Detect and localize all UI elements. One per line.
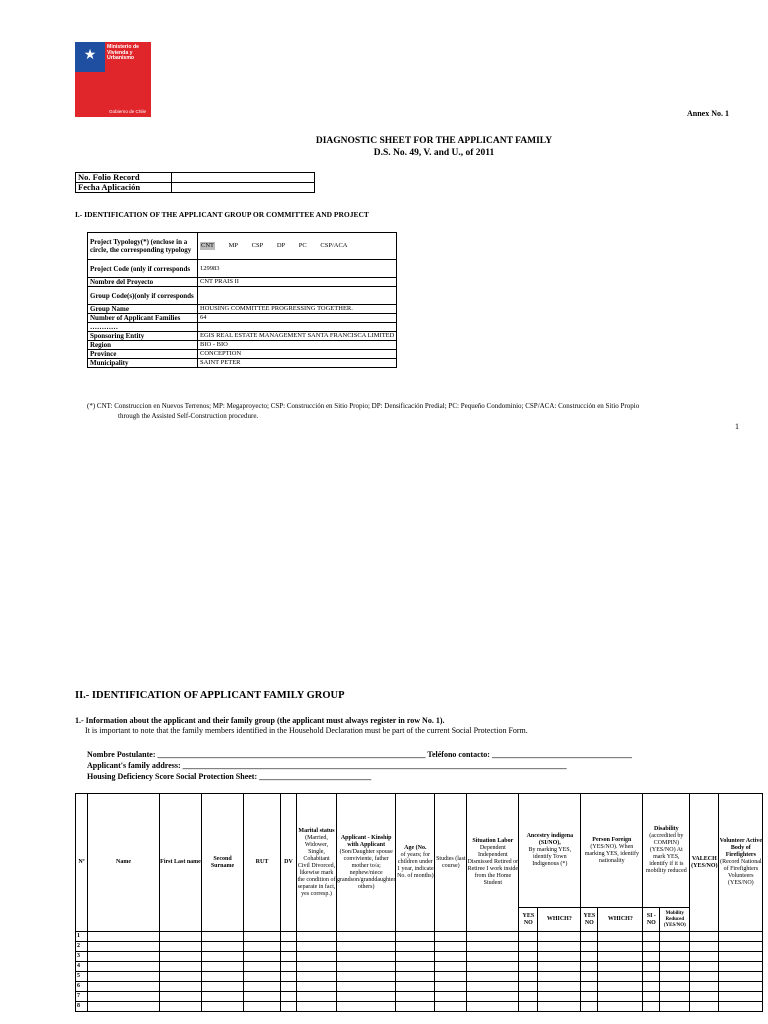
table-cell[interactable] <box>719 1002 763 1012</box>
labor-title: Situation Labor <box>472 838 514 844</box>
table-cell[interactable] <box>337 962 396 972</box>
table-cell[interactable] <box>690 982 719 992</box>
project-name-value[interactable]: CNT PRAIS II <box>198 278 397 287</box>
typology-options[interactable] <box>198 233 397 260</box>
row-number: 3 <box>76 952 88 962</box>
table-cell[interactable] <box>467 982 519 992</box>
table-cell[interactable] <box>519 942 538 952</box>
table-cell[interactable] <box>202 932 244 942</box>
project-table <box>87 232 397 368</box>
table-cell[interactable] <box>202 1002 244 1012</box>
table-cell[interactable] <box>244 952 281 962</box>
table-cell[interactable] <box>435 962 467 972</box>
table-cell[interactable] <box>467 1002 519 1012</box>
table-cell[interactable] <box>435 992 467 1002</box>
marital-desc: (Married, Widower, Single, Cohabitant Civil Divorced, likewise mark the condition of separate in fact, yes corresp.) <box>297 834 336 897</box>
table-cell[interactable] <box>202 982 244 992</box>
fire-desc: (Record National of Firefighters Volunteers (YES/NO) <box>720 859 762 886</box>
table-cell[interactable] <box>435 952 467 962</box>
table-cell[interactable] <box>581 932 598 942</box>
sub-ancestry-which: WHICH? <box>538 908 581 932</box>
table-cell[interactable] <box>160 972 202 982</box>
table-cell[interactable] <box>643 982 660 992</box>
footnote-line-1: (*) CNT: Construccion en Nuevos Terrenos; MP: Megaproyecto; CSP: Construcción en Sitio Propio; DP: Densificación Predial; PC: Pequeño Condominio; CSP/ACA: Construcción en Sitio Propio <box>87 402 640 410</box>
table-cell[interactable] <box>519 932 538 942</box>
table-cell[interactable] <box>719 972 763 982</box>
municipality-label: Municipality <box>88 359 198 368</box>
table-cell[interactable] <box>519 992 538 1002</box>
table-row <box>76 952 763 962</box>
table-cell[interactable] <box>88 972 160 982</box>
table-cell[interactable] <box>88 982 160 992</box>
address-field[interactable]: Applicant's family address: ________________________________________________________________________________________________ <box>87 761 567 770</box>
families-label: Number of Applicant Families <box>88 314 198 323</box>
sub-foreign-yesno: YES NO <box>581 908 598 932</box>
table-cell[interactable] <box>660 972 690 982</box>
table-cell[interactable] <box>244 992 281 1002</box>
group-name-value[interactable]: HOUSING COMMITTEE PROGRESSING TOGETHER. <box>198 305 397 314</box>
table-cell[interactable] <box>281 992 297 1002</box>
table-cell[interactable] <box>337 1002 396 1012</box>
header-valech: VALECH (YES/NO) <box>690 794 719 932</box>
section-2-title: II.- IDENTIFICATION OF APPLICANT FAMILY GROUP <box>75 690 345 701</box>
age-title: Age (No. <box>404 845 427 851</box>
table-cell[interactable] <box>297 1002 337 1012</box>
table-cell[interactable] <box>538 942 581 952</box>
project-name-label: Nombre del Proyecto <box>88 278 198 287</box>
table-cell[interactable] <box>202 952 244 962</box>
row-number: 4 <box>76 962 88 972</box>
table-cell[interactable] <box>202 972 244 982</box>
table-cell[interactable] <box>598 942 643 952</box>
table-cell[interactable] <box>581 942 598 952</box>
foreign-desc: (YES/NO). When marking YES, identify nationality <box>584 843 639 864</box>
table-cell[interactable] <box>396 982 435 992</box>
applicant-fields <box>87 749 632 782</box>
table-cell[interactable] <box>281 952 297 962</box>
header-ancestry <box>519 794 581 908</box>
table-cell[interactable] <box>396 932 435 942</box>
table-cell[interactable] <box>690 962 719 972</box>
table-cell[interactable] <box>690 972 719 982</box>
table-cell[interactable] <box>88 1002 160 1012</box>
typology-option[interactable]: CSP <box>251 242 264 249</box>
table-cell[interactable] <box>660 982 690 992</box>
table-cell[interactable] <box>281 962 297 972</box>
table-cell[interactable] <box>88 952 160 962</box>
province-value[interactable]: CONCEPTION <box>198 350 397 359</box>
table-cell[interactable] <box>396 962 435 972</box>
table-row <box>76 992 763 1002</box>
table-cell[interactable] <box>643 972 660 982</box>
page-number: 1 <box>735 422 739 431</box>
table-cell[interactable] <box>337 992 396 1002</box>
table-cell[interactable] <box>690 1002 719 1012</box>
table-cell[interactable] <box>467 932 519 942</box>
table-cell[interactable] <box>519 982 538 992</box>
table-cell[interactable] <box>519 952 538 962</box>
table-cell[interactable] <box>660 962 690 972</box>
table-cell[interactable] <box>435 972 467 982</box>
header-second-surname: Second Surname <box>202 794 244 932</box>
table-cell[interactable] <box>244 932 281 942</box>
table-cell[interactable] <box>396 1002 435 1012</box>
table-cell[interactable] <box>538 1002 581 1012</box>
table-cell[interactable] <box>598 952 643 962</box>
header-disability <box>643 794 690 908</box>
ministry-logo <box>75 42 151 117</box>
table-cell[interactable] <box>643 1002 660 1012</box>
family-rows <box>76 932 763 1012</box>
sub-ancestry-yesno: YES NO <box>519 908 538 932</box>
annex-label: Annex No. 1 <box>687 109 730 118</box>
table-cell[interactable] <box>396 972 435 982</box>
project-code-value[interactable]: 129983 <box>198 260 397 278</box>
families-value[interactable]: 64 <box>198 314 397 323</box>
table-cell[interactable] <box>244 1002 281 1012</box>
table-cell[interactable] <box>88 992 160 1002</box>
table-cell[interactable] <box>581 952 598 962</box>
info-block <box>75 716 528 736</box>
kinship-desc: (Son/Daughter spouse conviviente, father mother to/a; nephew/niece grandson/granddaughter others) <box>337 848 396 890</box>
ancestry-title: Ancestry indigena (SI/NO), <box>526 833 574 846</box>
table-cell[interactable] <box>297 992 337 1002</box>
table-cell[interactable] <box>202 992 244 1002</box>
table-cell[interactable] <box>643 962 660 972</box>
table-cell[interactable] <box>281 982 297 992</box>
header-first-lastname: First Last name <box>160 794 202 932</box>
sub-disability-sino: SI - NO <box>643 908 660 932</box>
title-line-1: DIAGNOSTIC SHEET FOR THE APPLICANT FAMILY <box>315 136 553 146</box>
table-cell[interactable] <box>660 1002 690 1012</box>
table-cell[interactable] <box>337 982 396 992</box>
province-label: Province <box>88 350 198 359</box>
star-icon: ★ <box>83 47 97 63</box>
folio-record-field[interactable] <box>172 173 315 183</box>
table-cell[interactable] <box>690 952 719 962</box>
row-number: 8 <box>76 1002 88 1012</box>
table-cell[interactable] <box>160 1002 202 1012</box>
application-date-label: Fecha Aplicación <box>76 183 172 193</box>
ellipsis-label: ………… <box>88 323 198 332</box>
folio-record-label: No. Folio Record <box>76 173 172 183</box>
foreign-title: Person Foreign <box>592 836 632 843</box>
logo-government-text: Gobierno de Chile <box>109 109 147 114</box>
table-cell[interactable] <box>435 932 467 942</box>
table-cell[interactable] <box>337 942 396 952</box>
table-cell[interactable] <box>719 982 763 992</box>
table-cell[interactable] <box>581 992 598 1002</box>
table-cell[interactable] <box>719 962 763 972</box>
table-cell[interactable] <box>581 972 598 982</box>
table-cell[interactable] <box>281 942 297 952</box>
sponsor-label: Sponsoring Entity <box>88 332 198 341</box>
table-cell[interactable] <box>719 932 763 942</box>
typology-label: Project Typology(*) (enclose in a circle, the corresponding typology <box>88 233 198 260</box>
table-cell[interactable] <box>598 972 643 982</box>
table-cell[interactable] <box>160 942 202 952</box>
table-cell[interactable] <box>202 942 244 952</box>
table-cell[interactable] <box>435 1002 467 1012</box>
table-row <box>76 932 763 942</box>
table-cell[interactable] <box>660 932 690 942</box>
table-cell[interactable] <box>598 992 643 1002</box>
table-cell[interactable] <box>467 972 519 982</box>
table-cell[interactable] <box>660 992 690 1002</box>
table-cell[interactable] <box>467 962 519 972</box>
table-cell[interactable] <box>297 972 337 982</box>
table-cell[interactable] <box>598 962 643 972</box>
table-cell[interactable] <box>643 952 660 962</box>
table-cell[interactable] <box>160 982 202 992</box>
table-cell[interactable] <box>643 932 660 942</box>
table-cell[interactable] <box>160 932 202 942</box>
table-cell[interactable] <box>396 942 435 952</box>
table-cell[interactable] <box>297 982 337 992</box>
row-number: 1 <box>76 932 88 942</box>
table-cell[interactable] <box>719 942 763 952</box>
document-title <box>0 135 768 159</box>
table-cell[interactable] <box>660 952 690 962</box>
fire-title: Volunteer Active Body of Firefighters <box>719 838 763 858</box>
sponsor-value[interactable]: EGIS REAL ESTATE MANAGEMENT SANTA FRANCISCA LIMITED <box>198 332 397 341</box>
table-cell[interactable] <box>297 952 337 962</box>
section-1-title: I.- IDENTIFICATION OF THE APPLICANT GROUP OR COMMITTEE AND PROJECT <box>75 210 369 219</box>
table-cell[interactable] <box>690 992 719 1002</box>
table-cell[interactable] <box>538 972 581 982</box>
table-cell[interactable] <box>281 972 297 982</box>
logo-ministry-text: Ministerio de Vivienda y Urbanismo <box>107 44 139 62</box>
labor-desc: Dependent Independent Dismissed Retired or Retiree I work inside from the Home Student <box>467 845 519 886</box>
table-cell[interactable] <box>690 942 719 952</box>
table-cell[interactable] <box>396 952 435 962</box>
table-cell[interactable] <box>538 952 581 962</box>
sub-mobility: Mobility Reduced (YES/NO) <box>660 908 690 932</box>
table-cell[interactable] <box>337 952 396 962</box>
header-firefighters <box>719 794 763 932</box>
table-cell[interactable] <box>581 962 598 972</box>
table-cell[interactable] <box>244 982 281 992</box>
marital-title: Marital status <box>298 827 335 834</box>
typology-footnote <box>87 401 747 421</box>
table-cell[interactable] <box>160 952 202 962</box>
municipality-value[interactable]: SAINT PETER <box>198 359 397 368</box>
disability-title: Disability <box>653 826 679 832</box>
typology-option[interactable]: DP <box>276 242 286 249</box>
info-note: It is important to note that the family members identified in the Household Declaration must be part of the current Social Protection Form. <box>85 726 528 735</box>
sub-foreign-which: WHICH? <box>598 908 643 932</box>
title-line-2: D.S. No. 49, V. and U., of 2011 <box>373 148 495 158</box>
header-kinship <box>337 794 396 932</box>
table-cell[interactable] <box>538 962 581 972</box>
project-code-label: Project Code (only if corresponds <box>88 260 198 278</box>
table-cell[interactable] <box>396 992 435 1002</box>
table-row <box>76 982 763 992</box>
table-cell[interactable] <box>435 982 467 992</box>
table-row <box>76 962 763 972</box>
typology-option[interactable]: MP <box>228 242 239 249</box>
age-desc: of years; for children under 1 year, indicate No. of months) <box>397 852 434 879</box>
table-cell[interactable] <box>88 962 160 972</box>
score-field[interactable]: Housing Deficiency Score Social Protection Sheet: ____________________________ <box>87 772 372 781</box>
table-cell[interactable] <box>297 962 337 972</box>
table-cell[interactable] <box>660 942 690 952</box>
header-dv: DV <box>281 794 297 932</box>
info-heading: 1.- Information about the applicant and their family group (the applicant must always register in row No. 1). <box>75 716 445 725</box>
group-code-label: Group Code(s)(only if corresponds <box>88 287 198 305</box>
table-cell[interactable] <box>467 942 519 952</box>
table-cell[interactable] <box>719 992 763 1002</box>
kinship-title: Applicant - Kinship with Applicant <box>340 834 392 848</box>
header-rut: RUT <box>244 794 281 932</box>
header-labor <box>467 794 519 932</box>
applicant-name-row <box>87 749 632 760</box>
table-cell[interactable] <box>719 952 763 962</box>
header-studies: Studies (last course) <box>435 794 467 932</box>
table-cell[interactable] <box>581 982 598 992</box>
table-cell[interactable] <box>598 1002 643 1012</box>
table-cell[interactable] <box>160 962 202 972</box>
table-cell[interactable] <box>519 1002 538 1012</box>
table-cell[interactable] <box>281 1002 297 1012</box>
table-cell[interactable] <box>435 942 467 952</box>
table-cell[interactable] <box>581 1002 598 1012</box>
header-no: Nº <box>76 794 88 932</box>
header-age <box>396 794 435 932</box>
table-cell[interactable] <box>337 932 396 942</box>
table-cell[interactable] <box>643 942 660 952</box>
header-marital-status <box>297 794 337 932</box>
applicant-name-field[interactable]: Nombre Postulante: ___________________________________________________________________ <box>87 750 426 759</box>
table-cell[interactable] <box>88 932 160 942</box>
region-value[interactable]: BIO - BIO <box>198 341 397 350</box>
folio-table <box>75 172 315 193</box>
table-cell[interactable] <box>538 982 581 992</box>
table-cell[interactable] <box>690 932 719 942</box>
table-cell[interactable] <box>244 972 281 982</box>
table-cell[interactable] <box>538 992 581 1002</box>
table-cell[interactable] <box>337 972 396 982</box>
table-cell[interactable] <box>519 962 538 972</box>
group-code-value[interactable] <box>198 287 397 305</box>
header-name: Name <box>88 794 160 932</box>
region-label: Region <box>88 341 198 350</box>
typology-option[interactable]: CSP/ACA <box>320 242 348 249</box>
table-cell[interactable] <box>297 942 337 952</box>
table-cell[interactable] <box>467 952 519 962</box>
row-number: 5 <box>76 972 88 982</box>
row-number: 2 <box>76 942 88 952</box>
table-cell[interactable] <box>244 942 281 952</box>
table-cell[interactable] <box>519 972 538 982</box>
table-cell[interactable] <box>598 982 643 992</box>
table-cell[interactable] <box>88 942 160 952</box>
table-cell[interactable] <box>538 932 581 942</box>
group-name-label: Group Name <box>88 305 198 314</box>
table-row <box>76 1002 763 1012</box>
table-cell[interactable] <box>281 932 297 942</box>
logo-blue-block <box>75 42 105 72</box>
table-cell[interactable] <box>160 992 202 1002</box>
table-cell[interactable] <box>297 932 337 942</box>
ancestry-desc: By marking YES, identify Town Indigenous (*) <box>528 847 572 867</box>
row-number: 7 <box>76 992 88 1002</box>
table-cell[interactable] <box>467 992 519 1002</box>
row-number: 6 <box>76 982 88 992</box>
table-cell[interactable] <box>202 962 244 972</box>
family-group-table <box>75 793 763 1012</box>
disability-desc: (accredited by COMPIN) (YES/NO) At mark YES, identify if it is mobility reduced <box>645 833 687 874</box>
header-foreign <box>581 794 643 908</box>
typology-option[interactable]: PC <box>298 242 307 249</box>
table-row <box>76 972 763 982</box>
phone-field[interactable]: Teléfono contacto: ___________________________________ <box>427 750 632 759</box>
table-cell[interactable] <box>598 932 643 942</box>
ellipsis-value[interactable] <box>198 323 397 332</box>
typology-option-selected[interactable]: CNT <box>201 242 214 249</box>
table-row <box>76 942 763 952</box>
table-cell[interactable] <box>643 992 660 1002</box>
application-date-field[interactable] <box>172 183 315 193</box>
footnote-line-2: through the Assisted Self-Construction procedure. <box>118 412 259 420</box>
table-cell[interactable] <box>244 962 281 972</box>
